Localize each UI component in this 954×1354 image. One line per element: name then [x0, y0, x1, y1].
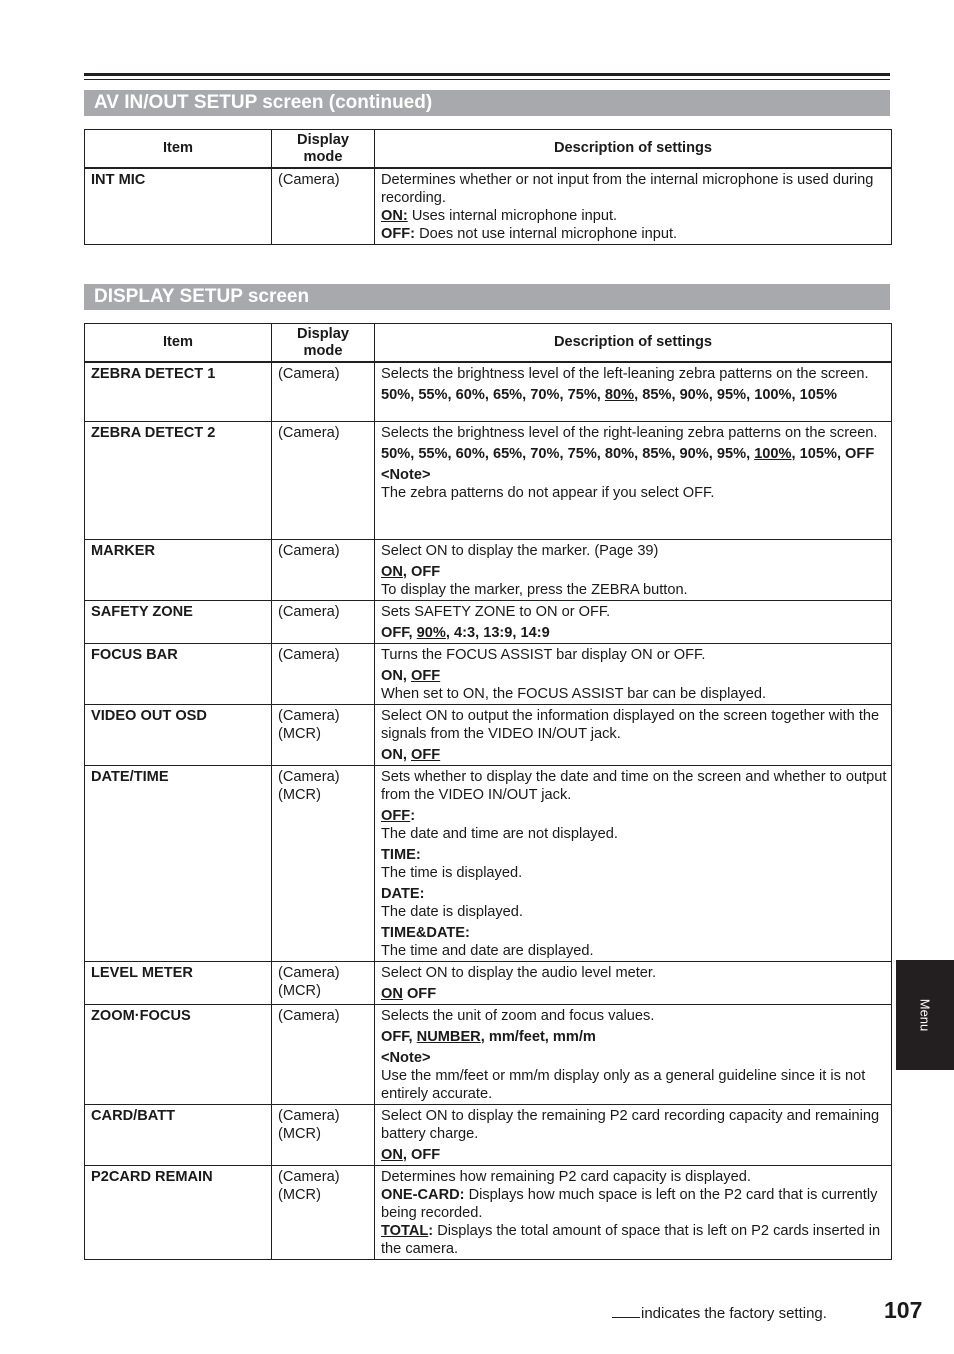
- display-mode: (Camera): [272, 1005, 375, 1105]
- description-text: Select ON to output the information displayed on the screen together with the signals from the VIDEO IN/OUT jack.: [381, 708, 880, 742]
- factory-default: OFF: [381, 808, 411, 824]
- option-off-text: The date and time are not displayed.: [381, 826, 618, 842]
- option-list: [381, 624, 887, 642]
- options-before: ON,: [381, 668, 411, 684]
- description-text: Turns the FOCUS ASSIST bar display ON or OFF.: [381, 647, 706, 663]
- table-row-int-mic: [85, 168, 892, 245]
- description-cell: [375, 168, 892, 245]
- description-text: Select ON to display the audio level meter.: [381, 965, 656, 981]
- option-one-card-text: Displays how much space is left on the P2 card that is currently being recorded.: [381, 1187, 878, 1221]
- factory-default: NUMBER: [416, 1029, 481, 1045]
- display-mode-camera: (Camera): [278, 1108, 340, 1124]
- display-mode: (Camera): [272, 540, 375, 601]
- description-text: Selects the brightness level of the right-leaning zebra patterns on the screen.: [381, 425, 878, 441]
- extra-text: To display the marker, press the ZEBRA button.: [381, 582, 688, 598]
- display-mode: (Camera): [272, 362, 375, 422]
- item-name: LEVEL METER: [85, 962, 272, 1005]
- table-row-video-out-osd: [85, 705, 892, 766]
- option-off-label: OFF:: [381, 225, 416, 242]
- table-row-safety-zone: [85, 601, 892, 644]
- item-name: DATE/TIME: [85, 766, 272, 962]
- header-description: Description of settings: [375, 324, 892, 362]
- top-rule-thick: [84, 73, 890, 76]
- description-cell: [375, 644, 892, 705]
- options-after: OFF: [402, 986, 437, 1002]
- description-text: Determines whether or not input from the internal microphone is used during recording.: [381, 171, 874, 206]
- side-tab-menu: [896, 960, 954, 1070]
- option-list: [381, 1146, 887, 1164]
- options-before: 50%, 55%, 60%, 65%, 70%, 75%, 80%, 85%, 90%, 95%,: [381, 446, 755, 462]
- display-mode-camera: (Camera): [278, 769, 340, 785]
- description-cell: [375, 962, 892, 1005]
- item-name: MARKER: [85, 540, 272, 601]
- option-list: [381, 667, 887, 685]
- factory-default: 80%: [604, 386, 635, 403]
- description-text: Selects the brightness level of the left-leaning zebra patterns on the screen.: [381, 365, 869, 382]
- options-before: 50%, 55%, 60%, 65%, 70%, 75%,: [381, 386, 605, 403]
- display-mode: [272, 705, 375, 766]
- note-text: The zebra patterns do not appear if you select OFF.: [381, 485, 715, 501]
- option-list: [381, 985, 887, 1003]
- description-text: Determines how remaining P2 card capacity is displayed.: [381, 1169, 751, 1185]
- item-name: ZEBRA DETECT 2: [85, 422, 272, 540]
- table-row-marker: [85, 540, 892, 601]
- options-after: , OFF: [402, 1147, 441, 1163]
- display-mode-mcr: (MCR): [278, 787, 321, 803]
- options-before: OFF,: [381, 625, 417, 641]
- factory-default: 90%: [416, 625, 446, 641]
- item-name: VIDEO OUT OSD: [85, 705, 272, 766]
- table-header-row: [85, 130, 892, 168]
- table-row-card-batt: [85, 1105, 892, 1166]
- option-list: [381, 746, 887, 764]
- option-on: [381, 207, 887, 225]
- factory-default: ON: [381, 986, 403, 1002]
- description-text: Selects the unit of zoom and focus values.: [381, 1008, 655, 1024]
- header-description: Description of settings: [375, 130, 892, 168]
- display-setup-table: [84, 323, 892, 1260]
- option-total: [381, 1222, 887, 1258]
- options-before: ON,: [381, 747, 411, 763]
- option-one-card-label: ONE-CARD:: [381, 1187, 465, 1203]
- option-off-text: Does not use internal microphone input.: [415, 225, 678, 242]
- option-off-label: [381, 807, 887, 825]
- table-row-zebra-detect-2: [85, 422, 892, 540]
- factory-default: OFF: [411, 747, 441, 763]
- table-header-row: [85, 324, 892, 362]
- section-title-display-setup: DISPLAY SETUP screen: [84, 284, 890, 310]
- table-row-zebra-detect-1: [85, 362, 892, 422]
- description-cell: [375, 362, 892, 422]
- factory-default: OFF: [411, 668, 441, 684]
- option-list: [381, 563, 887, 581]
- factory-default: ON: [381, 564, 403, 580]
- factory-setting-text: indicates the factory setting.: [641, 1305, 827, 1322]
- colon: :: [410, 808, 416, 824]
- item-name: CARD/BATT: [85, 1105, 272, 1166]
- description-text: Sets whether to display the date and time on the screen and whether to output from the VIDEO IN/OUT jack.: [381, 769, 887, 803]
- display-mode-mcr: (MCR): [278, 726, 321, 742]
- factory-default: TOTAL: [381, 1223, 429, 1239]
- description-cell: [375, 601, 892, 644]
- top-rule-thin: [84, 79, 890, 80]
- item-name: ZEBRA DETECT 1: [85, 362, 272, 422]
- display-mode: [272, 1105, 375, 1166]
- display-mode: [272, 962, 375, 1005]
- table-row-date-time: [85, 766, 892, 962]
- description-text: Sets SAFETY ZONE to ON or OFF.: [381, 604, 611, 620]
- description-cell: [375, 1105, 892, 1166]
- option-date-label: DATE:: [381, 886, 425, 902]
- display-mode-mcr: (MCR): [278, 1126, 321, 1142]
- item-name: P2CARD REMAIN: [85, 1166, 272, 1260]
- display-mode: (Camera): [272, 422, 375, 540]
- option-list: [381, 386, 887, 404]
- table-row-level-meter: [85, 962, 892, 1005]
- note-text: Use the mm/feet or mm/m display only as a general guideline since it is not entirely accurate.: [381, 1068, 866, 1102]
- display-mode-camera: (Camera): [278, 708, 340, 724]
- option-time-label: TIME:: [381, 847, 421, 863]
- option-date-text: The date is displayed.: [381, 904, 523, 920]
- display-mode-mcr: (MCR): [278, 1187, 321, 1203]
- description-cell: [375, 540, 892, 601]
- option-time-text: The time is displayed.: [381, 865, 523, 881]
- display-mode: (Camera): [272, 168, 375, 245]
- display-mode-camera: (Camera): [278, 965, 340, 981]
- header-item: Item: [85, 130, 272, 168]
- underline-sample: [612, 1303, 640, 1318]
- item-name: INT MIC: [85, 168, 272, 245]
- page-number: 107: [884, 1297, 923, 1323]
- options-after: , 85%, 90%, 95%, 100%, 105%: [634, 386, 837, 403]
- colon: :: [428, 1223, 434, 1239]
- factory-default: ON: [381, 1147, 403, 1163]
- display-mode: [272, 1166, 375, 1260]
- options-after: , OFF: [402, 564, 441, 580]
- option-total-text: Displays the total amount of space that is left on P2 cards inserted in the camera.: [381, 1223, 881, 1257]
- option-on-label: ON:: [381, 207, 408, 224]
- factory-setting-note: [612, 1303, 827, 1322]
- options-after: , 4:3, 13:9, 14:9: [445, 625, 550, 641]
- description-cell: [375, 1005, 892, 1105]
- description-cell: [375, 705, 892, 766]
- item-name: ZOOM·FOCUS: [85, 1005, 272, 1105]
- header-display-mode: Display mode: [272, 130, 375, 168]
- options-before: OFF,: [381, 1029, 417, 1045]
- option-time-date-label: TIME&DATE:: [381, 925, 470, 941]
- header-display-mode: Display mode: [272, 324, 375, 362]
- display-mode-mcr: (MCR): [278, 983, 321, 999]
- option-off: [381, 225, 887, 243]
- av-in-out-table: [84, 129, 892, 245]
- table-row-zoom-focus: [85, 1005, 892, 1105]
- display-mode: (Camera): [272, 601, 375, 644]
- side-tab-label: Menu: [917, 998, 933, 1032]
- display-mode: (Camera): [272, 644, 375, 705]
- display-mode-camera: (Camera): [278, 1169, 340, 1185]
- option-list: [381, 1028, 887, 1046]
- section-title-av-in-out: AV IN/OUT SETUP screen (continued): [84, 90, 890, 116]
- item-name: SAFETY ZONE: [85, 601, 272, 644]
- option-one-card: [381, 1186, 887, 1222]
- factory-default: 100%: [754, 446, 792, 462]
- description-cell: [375, 422, 892, 540]
- note-label: <Note>: [381, 467, 431, 483]
- option-on-text: Uses internal microphone input.: [407, 207, 618, 224]
- extra-text: When set to ON, the FOCUS ASSIST bar can be displayed.: [381, 686, 767, 702]
- table-row-focus-bar: [85, 644, 892, 705]
- description-cell: [375, 1166, 892, 1260]
- display-mode: [272, 766, 375, 962]
- options-after: , mm/feet, mm/m: [480, 1029, 596, 1045]
- description-text: Select ON to display the marker. (Page 39): [381, 543, 659, 559]
- header-item: Item: [85, 324, 272, 362]
- option-time-date-text: The time and date are displayed.: [381, 943, 594, 959]
- description-text: Select ON to display the remaining P2 card recording capacity and remaining battery charge.: [381, 1108, 880, 1142]
- item-name: FOCUS BAR: [85, 644, 272, 705]
- option-list: [381, 445, 887, 463]
- note-label: <Note>: [381, 1050, 431, 1066]
- table-row-p2card-remain: [85, 1166, 892, 1260]
- options-after: , 105%, OFF: [791, 446, 875, 462]
- description-cell: [375, 766, 892, 962]
